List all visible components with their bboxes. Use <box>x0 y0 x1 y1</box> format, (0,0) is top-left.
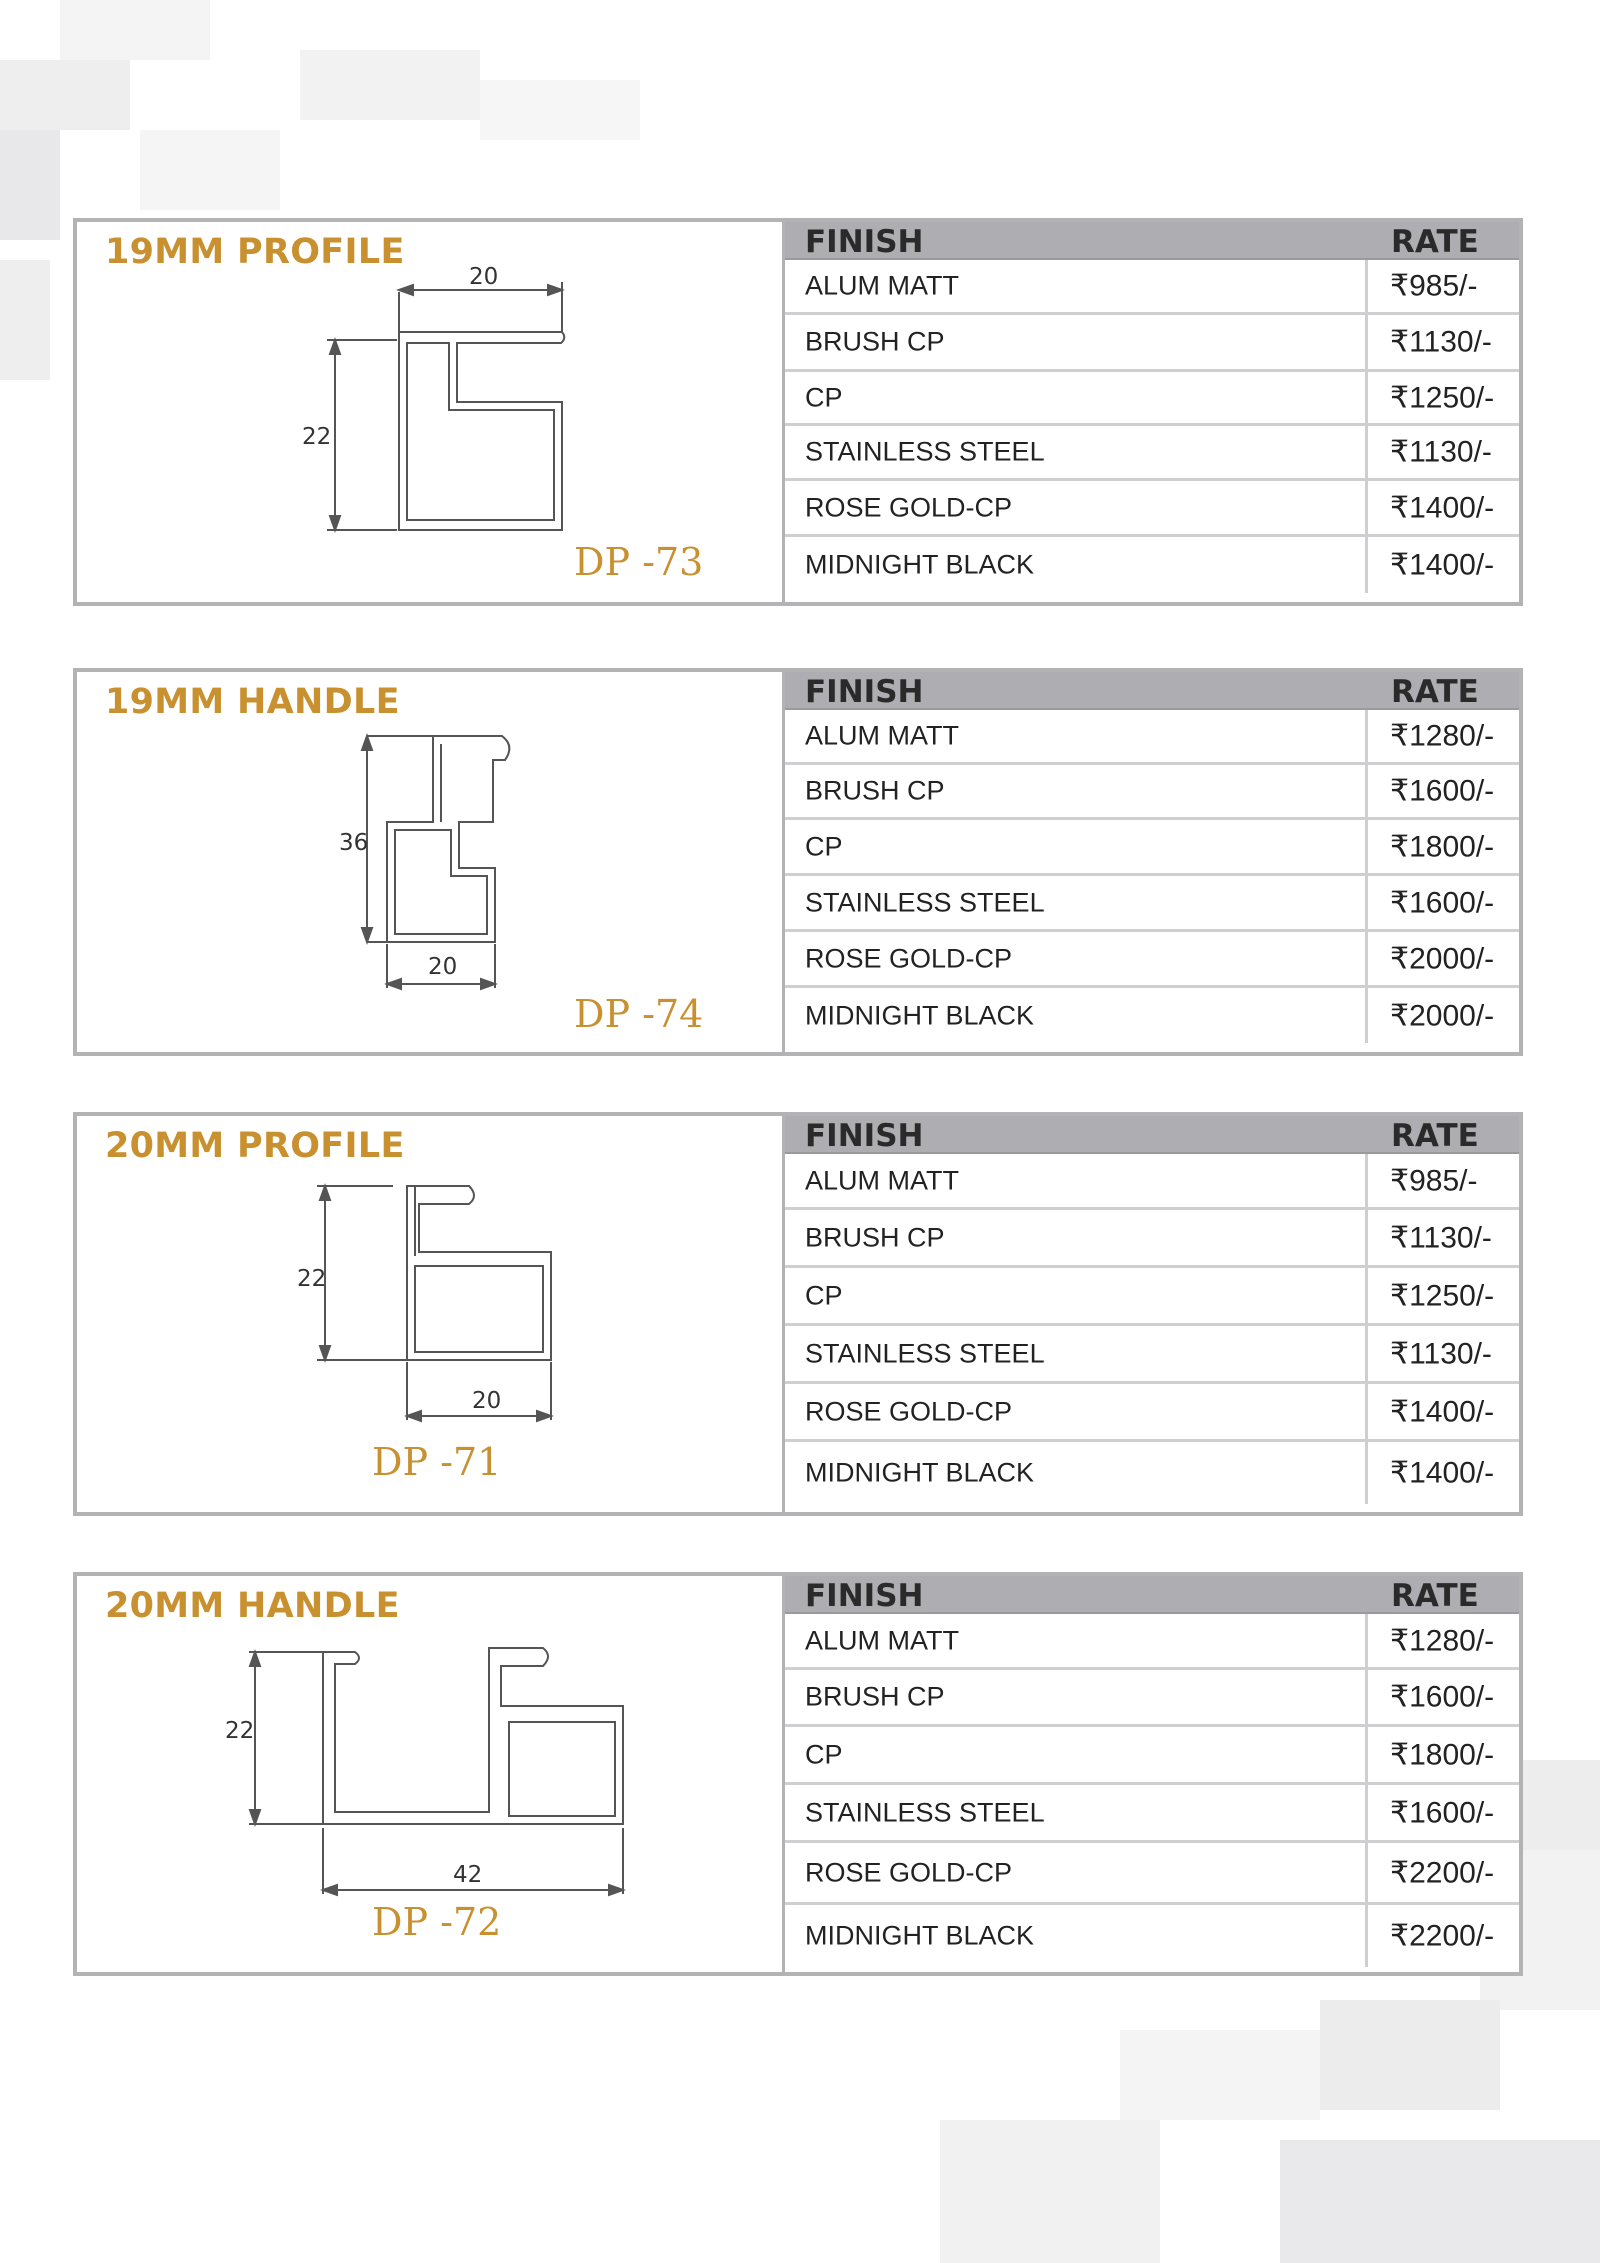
finish-name: ROSE GOLD-CP <box>805 492 1013 522</box>
product-panel-20mm-handle <box>73 1572 1523 1976</box>
finish-rate: ₹2000/- <box>1390 942 1495 975</box>
table-header <box>785 672 1519 710</box>
product-panel-19mm-profile <box>73 218 1523 606</box>
header-rate: RATE <box>1391 1118 1479 1154</box>
finish-rate: ₹1600/- <box>1390 1680 1495 1714</box>
product-title: 20MM PROFILE <box>105 1126 405 1166</box>
table-row <box>785 988 1519 1043</box>
product-code: DP -74 <box>574 992 704 1036</box>
table-header <box>785 1116 1519 1154</box>
finish-name: BRUSH CP <box>805 775 945 806</box>
table-row <box>785 1210 1519 1268</box>
finish-name: ALUM MATT <box>805 1165 959 1195</box>
profile-diagram-area <box>77 1116 785 1512</box>
price-table <box>785 1116 1519 1512</box>
table-header <box>785 222 1519 260</box>
product-panel-19mm-handle <box>73 668 1523 1056</box>
header-rate: RATE <box>1391 224 1479 260</box>
table-row <box>785 1670 1519 1727</box>
table-row <box>785 1843 1519 1905</box>
dim-width: 42 <box>453 1862 483 1888</box>
finish-name: ALUM MATT <box>805 1625 959 1655</box>
table-row <box>785 765 1519 820</box>
dim-width: 20 <box>472 1388 502 1414</box>
table-row <box>785 820 1519 876</box>
finish-name: ROSE GOLD-CP <box>805 943 1013 973</box>
table-row <box>785 876 1519 932</box>
finish-rate: ₹1280/- <box>1390 719 1495 753</box>
table-row <box>785 1614 1519 1670</box>
table-row <box>785 426 1519 481</box>
table-row <box>785 1905 1519 1967</box>
finish-name: ROSE GOLD-CP <box>805 1857 1013 1887</box>
dim-width: 20 <box>469 264 499 290</box>
finish-name: BRUSH CP <box>805 326 945 357</box>
profile-diagram-area <box>77 1576 785 1972</box>
table-row <box>785 1268 1519 1326</box>
finish-rate: ₹1400/- <box>1390 491 1495 524</box>
table-row <box>785 315 1519 372</box>
finish-name: ALUM MATT <box>805 270 959 301</box>
finish-rate: ₹2200/- <box>1390 1919 1495 1953</box>
price-table <box>785 1576 1519 1972</box>
table-row <box>785 1727 1519 1785</box>
header-rate: RATE <box>1391 1578 1479 1614</box>
finish-name: STAINLESS STEEL <box>805 887 1045 917</box>
finish-name: STAINLESS STEEL <box>805 436 1045 467</box>
table-row <box>785 710 1519 765</box>
price-table <box>785 222 1519 602</box>
finish-rate: ₹1130/- <box>1390 325 1492 359</box>
finish-name: MIDNIGHT BLACK <box>805 549 1035 580</box>
table-row <box>785 932 1519 988</box>
finish-rate: ₹1800/- <box>1390 1738 1495 1771</box>
finish-rate: ₹1280/- <box>1390 1624 1495 1657</box>
finish-rate: ₹985/- <box>1390 269 1478 303</box>
finish-name: STAINLESS STEEL <box>805 1797 1045 1827</box>
finish-rate: ₹1800/- <box>1390 830 1495 863</box>
header-finish: FINISH <box>805 224 924 260</box>
table-row <box>785 537 1519 593</box>
finish-rate: ₹1600/- <box>1390 886 1495 919</box>
table-row <box>785 1326 1519 1384</box>
finish-rate: ₹2000/- <box>1390 999 1495 1032</box>
table-row <box>785 1384 1519 1442</box>
table-header <box>785 1576 1519 1614</box>
product-title: 19MM HANDLE <box>105 682 400 722</box>
header-finish: FINISH <box>805 674 924 710</box>
finish-name: BRUSH CP <box>805 1681 945 1712</box>
finish-name: CP <box>805 382 843 412</box>
product-code: DP -72 <box>372 1900 502 1944</box>
finish-name: CP <box>805 831 843 861</box>
dim-height: 22 <box>225 1718 255 1744</box>
finish-rate: ₹1600/- <box>1390 1796 1495 1829</box>
table-row <box>785 481 1519 537</box>
header-finish: FINISH <box>805 1118 924 1154</box>
finish-rate: ₹1400/- <box>1390 1456 1495 1490</box>
dim-height: 22 <box>297 1266 327 1292</box>
dim-width: 20 <box>428 954 458 980</box>
profile-diagram-area <box>77 672 785 1052</box>
product-title: 20MM HANDLE <box>105 1586 400 1626</box>
finish-rate: ₹1250/- <box>1390 381 1495 414</box>
finish-rate: ₹1600/- <box>1390 774 1495 808</box>
finish-rate: ₹1130/- <box>1390 435 1492 469</box>
finish-rate: ₹1400/- <box>1390 1395 1495 1428</box>
table-row <box>785 372 1519 426</box>
finish-name: BRUSH CP <box>805 1222 945 1252</box>
header-rate: RATE <box>1391 674 1479 710</box>
table-row <box>785 1442 1519 1504</box>
dim-height: 36 <box>339 830 369 856</box>
finish-name: MIDNIGHT BLACK <box>805 1000 1035 1030</box>
finish-rate: ₹1250/- <box>1390 1279 1495 1312</box>
finish-rate: ₹1400/- <box>1390 548 1495 582</box>
finish-name: MIDNIGHT BLACK <box>805 1457 1035 1488</box>
finish-name: STAINLESS STEEL <box>805 1338 1045 1368</box>
price-table <box>785 672 1519 1052</box>
finish-name: ROSE GOLD-CP <box>805 1396 1013 1426</box>
table-row <box>785 1154 1519 1210</box>
table-row <box>785 260 1519 315</box>
finish-name: MIDNIGHT BLACK <box>805 1920 1035 1951</box>
dim-height: 22 <box>302 424 332 450</box>
profile-diagram-area <box>77 222 785 602</box>
finish-rate: ₹2200/- <box>1390 1856 1495 1889</box>
finish-name: CP <box>805 1739 843 1769</box>
product-panel-20mm-profile <box>73 1112 1523 1516</box>
finish-rate: ₹985/- <box>1390 1164 1478 1197</box>
product-title: 19MM PROFILE <box>105 232 405 272</box>
header-finish: FINISH <box>805 1578 924 1614</box>
product-code: DP -71 <box>372 1440 502 1484</box>
finish-name: CP <box>805 1280 843 1310</box>
finish-name: ALUM MATT <box>805 720 959 751</box>
finish-rate: ₹1130/- <box>1390 1337 1492 1370</box>
table-row <box>785 1785 1519 1843</box>
product-code: DP -73 <box>574 540 704 584</box>
finish-rate: ₹1130/- <box>1390 1221 1492 1254</box>
